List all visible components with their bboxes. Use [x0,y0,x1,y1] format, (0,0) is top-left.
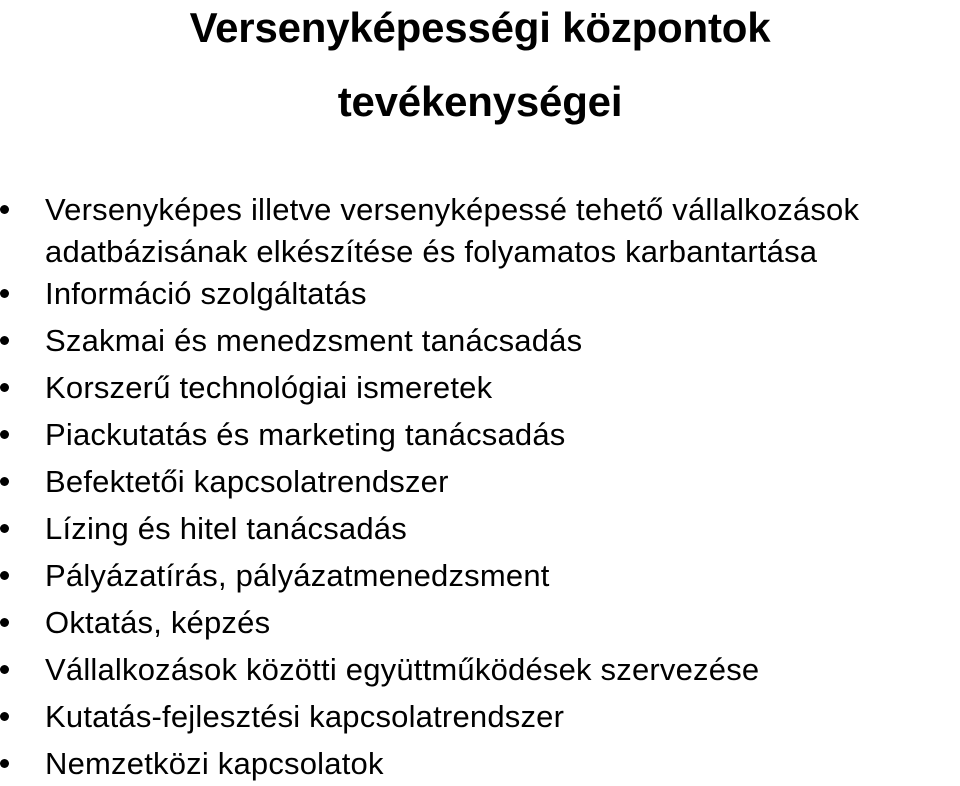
bullet-dot-icon [0,336,9,345]
bullet-dot-icon [0,571,9,580]
bullet-dot-icon [0,430,9,439]
list-item-text: Kutatás-fejlesztési kapcsolatrendszer [45,699,565,734]
bullet-dot-icon [0,383,9,392]
bullet-dot-icon [0,618,9,627]
list-item-text: Pályázatírás, pályázatmenedzsment [45,558,550,593]
list-item-text: Nemzetközi kapcsolatok [45,746,384,781]
list-item-text-line-2: adatbázisának elkészítése és folyamatos karbantartása [45,234,818,269]
slide-title-line-1: Versenyképességi központok [189,4,771,51]
list-item-text: Korszerű technológiai ismeretek [45,370,493,405]
list-item-text [45,188,859,274]
list-item-text: Információ szolgáltatás [45,276,367,311]
list-item-text: Oktatás, képzés [45,605,271,640]
list-item-text: Lízing és hitel tanácsadás [45,511,407,546]
bullet-dot-icon [0,289,9,298]
bullet-dot-icon [0,205,9,214]
list-item-text-line-1: Versenyképes illetve versenyképessé tehető vállalkozások [45,192,860,227]
list-item-text: Szakmai és menedzsment tanácsadás [45,323,583,358]
slide-title-line-2: tevékenységei [337,78,623,125]
bullet-dot-icon [0,477,9,486]
bullet-dot-icon [0,665,9,674]
list-item-text: Piackutatás és marketing tanácsadás [45,417,566,452]
list-item-text: Vállalkozások közötti együttműködések szervezése [45,652,760,687]
list-item-text: Befektetői kapcsolatrendszer [45,464,449,499]
bullet-dot-icon [0,524,9,533]
bullet-dot-icon [0,759,9,768]
bullet-dot-icon [0,712,9,721]
